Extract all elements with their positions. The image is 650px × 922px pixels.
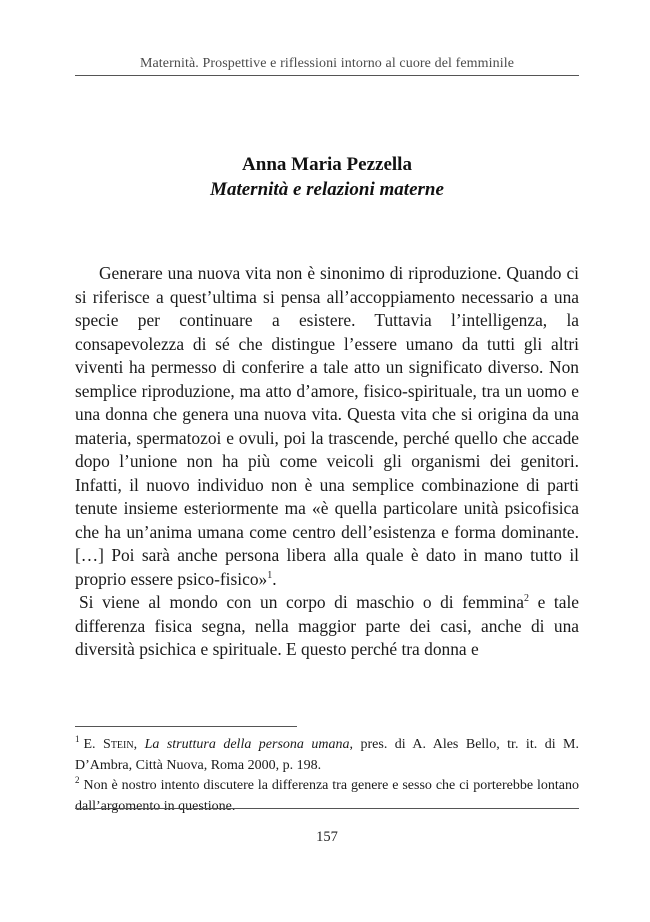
footnote-1-mark: 1 [75, 734, 80, 745]
footnote-separator [75, 726, 297, 727]
footnote-1-rest: , pres. di A. Ales Bello, tr. it. di M. D’Ambra, Città Nuova, Roma 2000, p. 198. [75, 737, 580, 773]
running-header: Maternità. Prospettive e riflessioni intorno al cuore del femminile [139, 56, 515, 71]
footnote-ref-1: 1 [267, 569, 273, 581]
paragraph-2 [75, 591, 579, 662]
article-author: Anna Maria Pezzella [242, 154, 412, 175]
footnote-2-mark: 2 [75, 775, 80, 786]
footnote-2-text: Non è nostro intento discutere la differenza tra genere e sesso che ci porterebbe lontano dall’argomento in questione. [75, 778, 579, 814]
paragraph-1-end: . [272, 568, 277, 589]
paragraph-2-text-a: Si viene al mondo con un corpo di maschio o di femmina [79, 592, 525, 612]
header-rule [75, 75, 579, 76]
body-text [75, 262, 579, 662]
footnotes [75, 735, 579, 817]
page-number: 157 [316, 829, 338, 845]
footnote-1 [75, 735, 579, 776]
paragraph-1 [75, 262, 579, 591]
footnote-2 [75, 776, 579, 817]
paragraph-2-text-b: e tale differenza fisica segna, nella maggior parte dei casi, anche di una diversità psichica e spirituale. E questo perché tra donna e [75, 592, 579, 659]
footnote-1-author: E. Stein, [83, 737, 138, 752]
footer-rule [75, 808, 579, 809]
paragraph-1-text: Generare una nuova vita non è sinonimo di riproduzione. Quando ci si riferisce a quest’ultima si pensa all’accoppiamento necessario a una specie per continuare a esistere. Tuttavia l’intelligenza, la consapevolezza di sé che distingue l’essere umano da tutti gli altri viventi ha permesso di conferire a tale atto un significato diverso. Non semplice riproduzione, ma atto d’amore, fisico-spirituale, tra un uomo e una donna che genera una nuova vita. Questa vita che si origina da una materia, spermatozoi e ovuli, poi la trascende, perché quello che accade dopo l’unione non ha più come veicoli gli organismi dei genitori. Infatti, il nuovo individuo non è una semplice combinazione di parti tenute insieme esteriormente ma «è quella particolare unità psicofisica che ha un’anima umana come centro dell’esistenza e forma dominante. […] Poi sarà anche persona libera alla quale è dato in mano tutto il proprio essere psico-fisico» [75, 263, 579, 589]
footnote-1-work: La struttura della persona umana [144, 737, 350, 752]
article-title: Maternità e relazioni materne [210, 179, 444, 200]
footnote-ref-2: 2 [524, 593, 530, 605]
